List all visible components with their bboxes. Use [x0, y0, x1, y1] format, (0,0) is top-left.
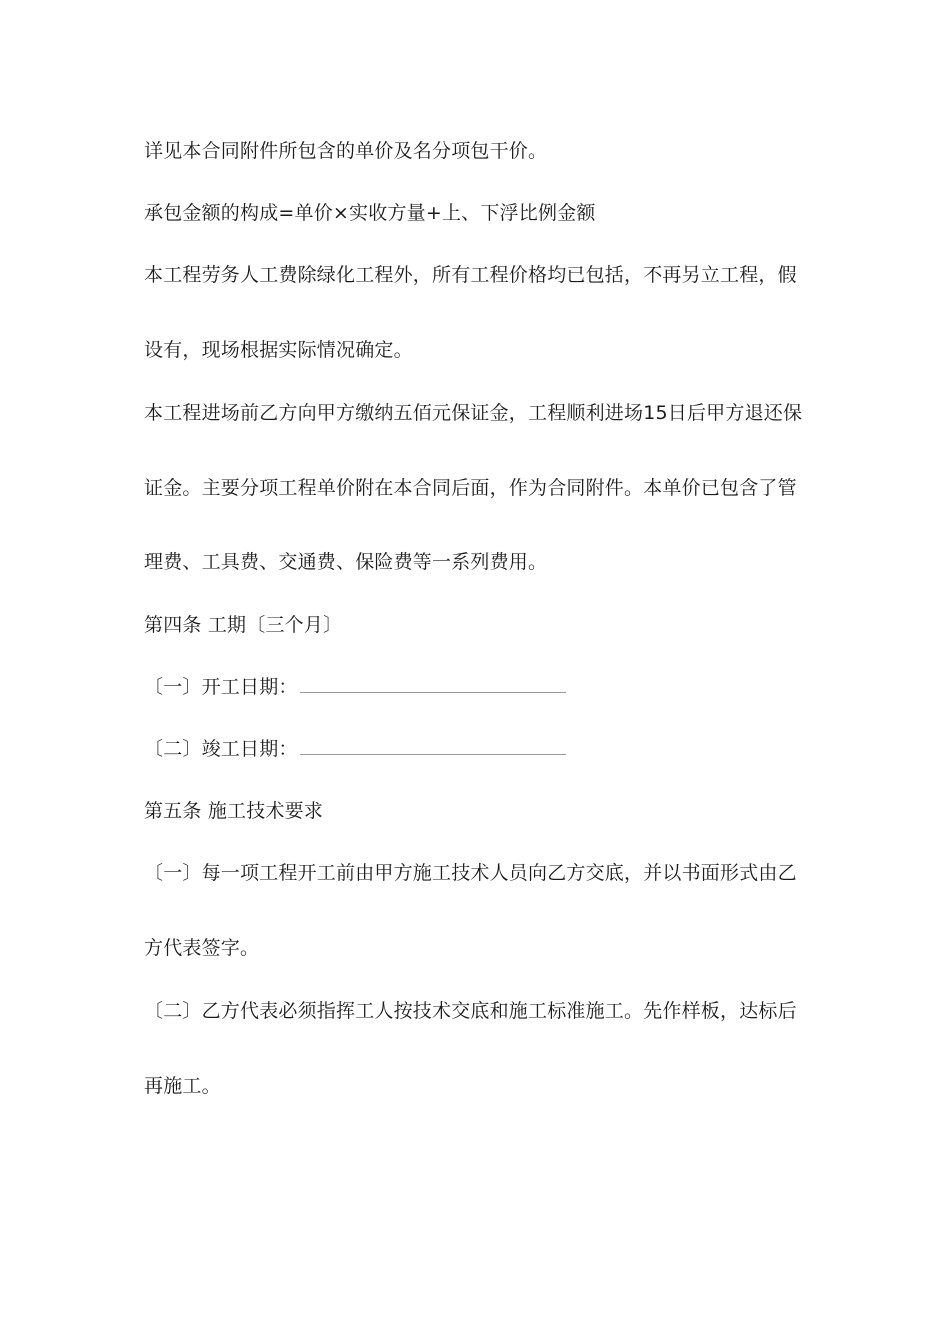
paragraph-labor-cost-line-2: 设有，现场根据实际情况确定。: [144, 339, 413, 361]
heading-article-five: 第五条 施工技术要求: [144, 800, 324, 822]
paragraph-labor-cost-line-1: 本工程劳务人工费除绿化工程外，所有工程价格均已包括，不再另立工程，假: [144, 264, 797, 286]
completion-date-row: [144, 736, 566, 762]
paragraph-technical-briefing-line-2: 方代表签字。: [144, 937, 260, 959]
paragraph-unit-price-reference: 详见本合同附件所包含的单价及名分项包干价。: [144, 140, 548, 162]
start-date-label: 〔一〕开工日期：: [144, 676, 298, 698]
paragraph-deposit-line-2: 证金。主要分项工程单价附在本合同后面，作为合同附件。本单价已包含了管: [144, 477, 797, 499]
completion-date-blank: [300, 736, 566, 755]
start-date-row: [144, 674, 566, 700]
paragraph-deposit-line-1: 本工程进场前乙方向甲方缴纳五佰元保证金，工程顺利进场15日后甲方退还保: [144, 402, 803, 424]
paragraph-technical-briefing-line-1: 〔一〕每一项工程开工前由甲方施工技术人员向乙方交底，并以书面形式由乙: [144, 862, 797, 884]
paragraph-construction-standard-line-2: 再施工。: [144, 1075, 221, 1097]
start-date-blank: [300, 674, 566, 693]
paragraph-construction-standard-line-1: 〔二〕乙方代表必须指挥工人按技术交底和施工标准施工。先作样板，达标后: [144, 1000, 797, 1022]
completion-date-label: 〔二〕竣工日期：: [144, 738, 298, 760]
heading-article-four: 第四条 工期〔三个月〕: [144, 614, 343, 636]
paragraph-contract-amount-formula: 承包金额的构成=单价×实收方量+上、下浮比例金额: [144, 202, 596, 224]
paragraph-deposit-line-3: 理费、工具费、交通费、保险费等一系列费用。: [144, 551, 548, 573]
